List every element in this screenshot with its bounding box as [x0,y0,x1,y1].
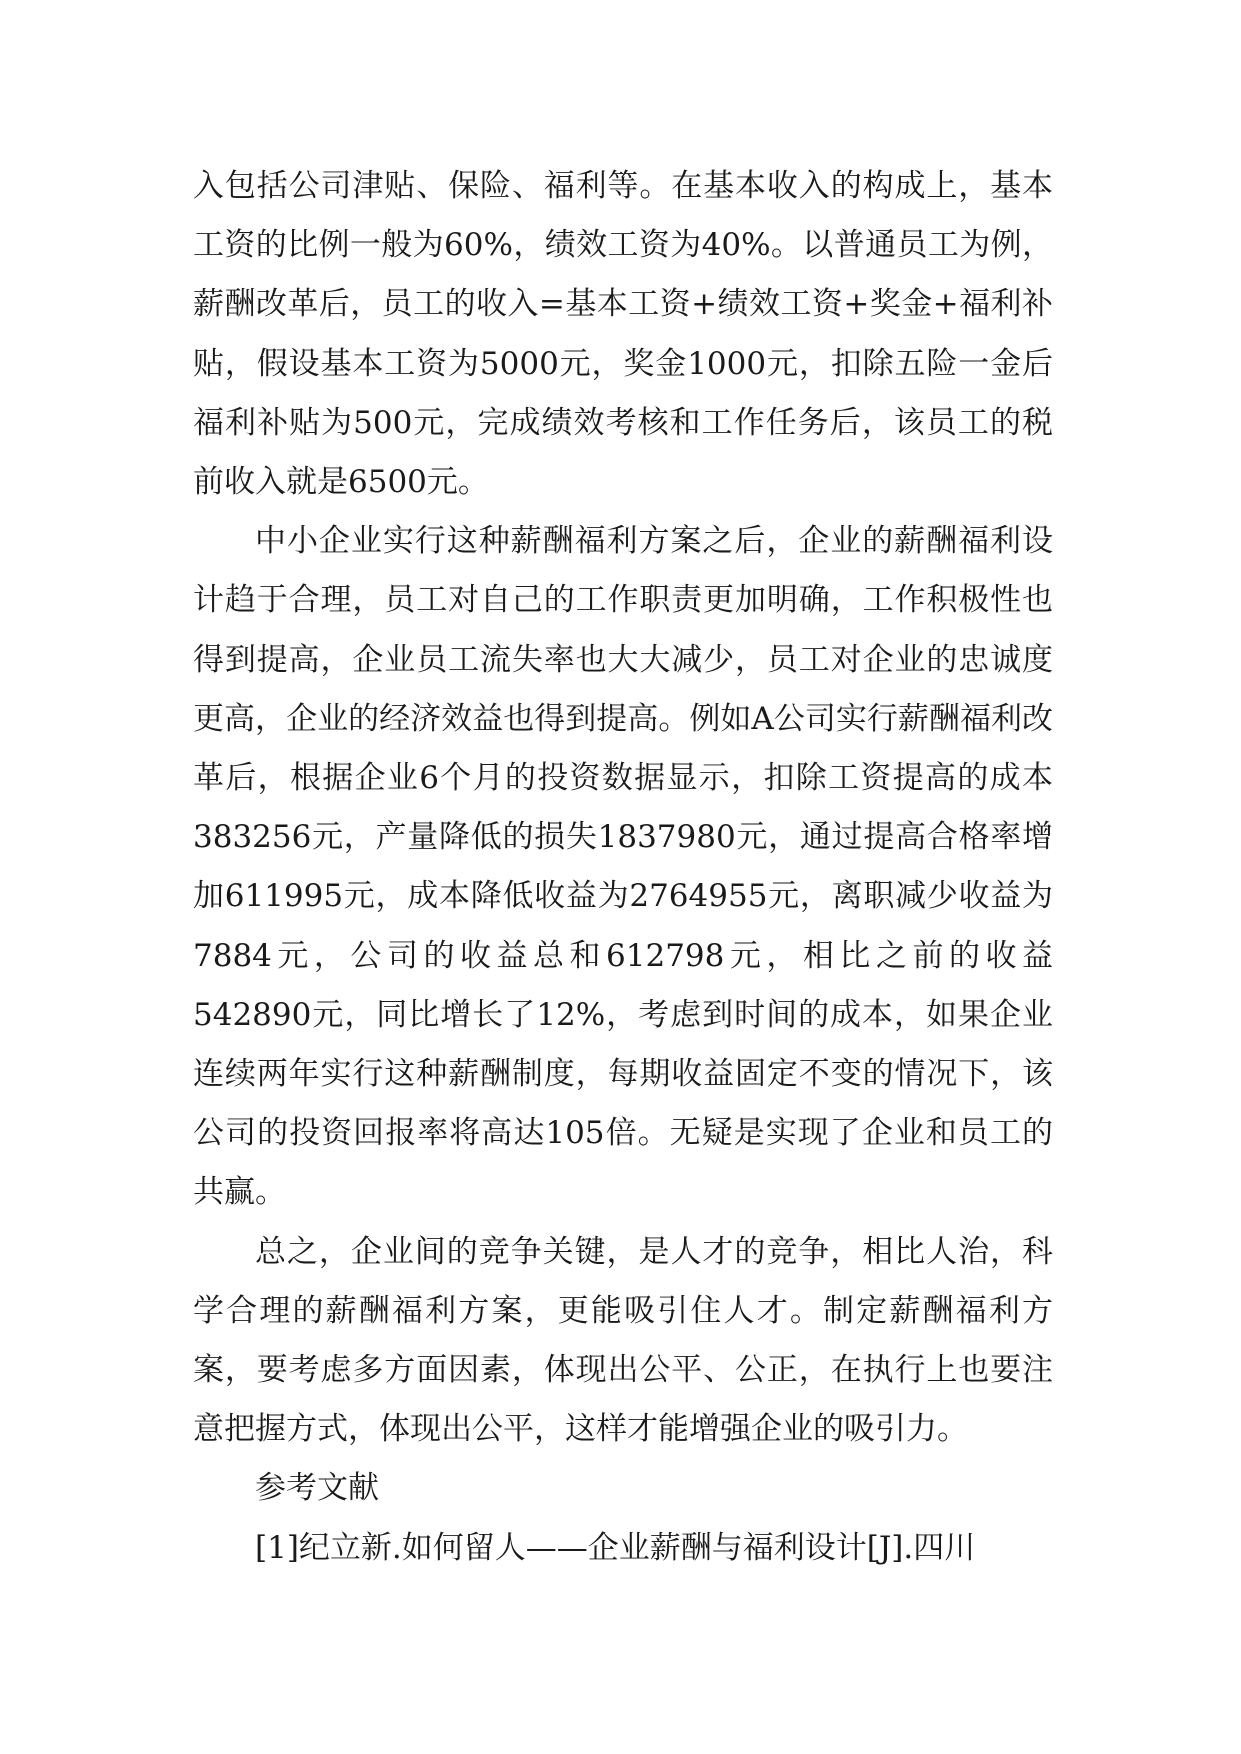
body-text [193,157,1053,1578]
paragraph-conclusion: 总之，企业间的竞争关键，是人才的竞争，相比人治，科学合理的薪酬福利方案，更能吸引住人才。制定薪酬福利方案，要考虑多方面因素，体现出公平、公正，在执行上也要注意把握方式，体现出公平，这样才能增强企业的吸引力。 [193,1233,1053,1448]
paragraph-salary-structure: 入包括公司津贴、保险、福利等。在基本收入的构成上，基本工资的比例一般为60%，绩效工资为40%。以普通员工为例，薪酬改革后，员工的收入=基本工资+绩效工资+奖金+福利补贴，假设基本工资为5000元，奖金1000元，扣除五险一金后福利补贴为500元，完成绩效考核和工作任务后，该员工的税前收入就是6500元。 [193,168,1053,501]
reference-item: [1]纪立新.如何留人——企业薪酬与福利设计[J].四川 [255,1529,976,1566]
paragraph-case-study: 中小企业实行这种薪酬福利方案之后，企业的薪酬福利设计趋于合理，员工对自己的工作职责更加明确，工作积极性也得到提高，企业员工流失率也大大减少，员工对企业的忠诚度更高，企业的经济效益也得到提高。例如A公司实行薪酬福利改革后，根据企业6个月的投资数据显示，扣除工资提高的成本383256元，产量降低的损失1837980元，通过提高合格率增加611995元，成本降低收益为2764955元，离职减少收益为7884元，公司的收益总和612798元，相比之前的收益542890元，同比增长了12%，考虑到时间的成本，如果企业连续两年实行这种薪酬制度，每期收益固定不变的情况下，该公司的投资回报率将高达105倍。无疑是实现了企业和员工的共赢。 [193,523,1053,1211]
references-heading: 参考文献 [255,1470,379,1507]
